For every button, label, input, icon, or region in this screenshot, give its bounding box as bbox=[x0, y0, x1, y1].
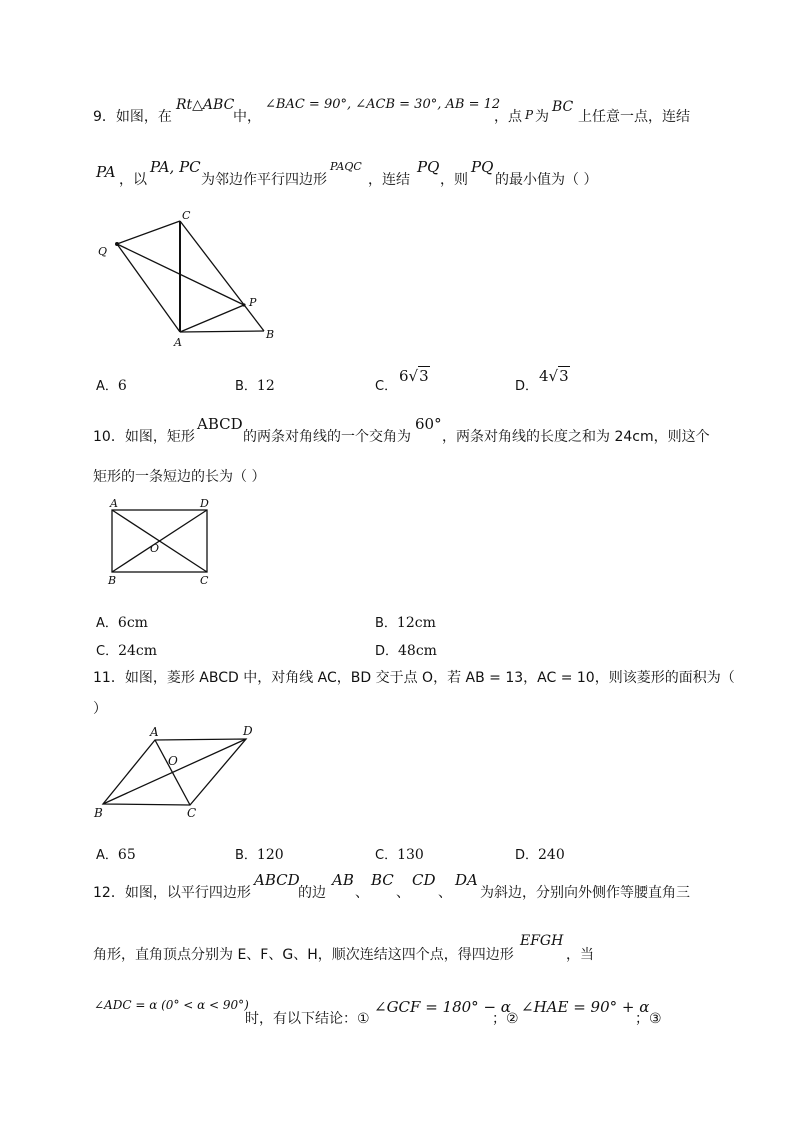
q9-text-tail: 的最小值为（ ） bbox=[495, 172, 598, 188]
q11-option-a-value: 65 bbox=[117, 847, 136, 863]
q9-text-mid8: ，则 bbox=[440, 172, 468, 188]
q9-option-b-value: 12 bbox=[256, 378, 275, 394]
q10-math-abcd: ABCD bbox=[197, 415, 243, 433]
q9-label-a: A bbox=[174, 336, 182, 349]
q12-sep5: ；③ bbox=[635, 1011, 662, 1027]
q9-math-pa: PA bbox=[96, 163, 116, 181]
q12-math-da: DA bbox=[455, 871, 478, 889]
q10-option-c[interactable] bbox=[96, 640, 157, 659]
q9-option-d-value: 4√3 bbox=[539, 367, 569, 385]
q9-math-bc: BC bbox=[552, 99, 574, 115]
q10-option-a[interactable] bbox=[96, 612, 148, 631]
q9-option-a-value: 6 bbox=[117, 378, 127, 394]
q9-text-mid4: 上任意一点，连结 bbox=[578, 109, 690, 125]
q9-prefix: 9．如图，在 bbox=[93, 109, 172, 125]
q10-math-angle: 60° bbox=[415, 415, 442, 433]
q9-option-b[interactable] bbox=[235, 375, 275, 394]
q12-line3a: 时，有以下结论：① bbox=[245, 1011, 370, 1027]
q9-math-angles: ∠BAC = 90°, ∠ACB = 30°, AB = 12 bbox=[265, 97, 501, 112]
q9-text-mid1: 中， bbox=[233, 109, 261, 125]
q10-option-a-value: 6cm bbox=[117, 615, 148, 631]
q12-tail1: 为斜边，分别向外侧作等腰直角三 bbox=[480, 885, 690, 901]
q12-math-ab: AB bbox=[332, 871, 354, 889]
q10-label-c: C bbox=[200, 574, 209, 587]
q11-option-d[interactable] bbox=[515, 844, 565, 863]
q12-sep2: 、 bbox=[396, 885, 410, 901]
q10-text-mid2: ，两条对角线的长度之和为 24cm，则这个 bbox=[442, 429, 710, 445]
q10-option-c-letter: C． bbox=[96, 644, 119, 659]
q12-sep4: ；② bbox=[492, 1011, 519, 1027]
q9-figure bbox=[90, 205, 290, 355]
q10-text-mid1: 的两条对角线的一个交角为 bbox=[243, 429, 411, 445]
q12-math-condition: ∠ADC = α (0° < α < 90°) bbox=[94, 998, 249, 1012]
q12-line2a: 角形，直角顶点分别为 E、F、G、H，顺次连结这四个点，得四边形 bbox=[93, 947, 514, 963]
q9-math-pq2: PQ bbox=[471, 158, 494, 176]
q9-text-mid5: ，以 bbox=[119, 172, 147, 188]
q11-option-a[interactable] bbox=[96, 844, 136, 863]
q9-label-q: Q bbox=[98, 245, 108, 258]
q10-option-d-letter: D． bbox=[375, 644, 399, 659]
q9-option-d-letter: D． bbox=[515, 379, 539, 394]
q9-option-c-root: 3 bbox=[419, 367, 429, 385]
q9-option-c-value: 6√3 bbox=[399, 367, 429, 385]
q9-option-c-letter: C． bbox=[375, 379, 398, 394]
q9-math-paqc: PAQC bbox=[330, 160, 362, 173]
q9-text-mid6: 为邻边作平行四边形 bbox=[201, 172, 327, 188]
q11-option-b-letter: B． bbox=[235, 848, 257, 863]
q11-label-a: A bbox=[150, 725, 159, 739]
q11-option-a-letter: A． bbox=[96, 848, 118, 863]
q11-label-b: B bbox=[94, 806, 103, 820]
q11-option-d-letter: D． bbox=[515, 848, 539, 863]
q12-math-bc: BC bbox=[371, 871, 394, 889]
q12-prefix: 12．如图，以平行四边形 bbox=[93, 885, 251, 901]
q9-option-d[interactable] bbox=[515, 367, 569, 394]
q11-option-d-value: 240 bbox=[538, 847, 565, 863]
q10-label-d: D bbox=[200, 497, 209, 510]
q10-label-o: O bbox=[150, 542, 160, 555]
q12-sep1: 、 bbox=[355, 885, 369, 901]
q10-option-b[interactable] bbox=[375, 612, 436, 631]
q9-math-p: P bbox=[525, 108, 534, 122]
q9-option-c[interactable] bbox=[375, 367, 429, 394]
q11-option-b[interactable] bbox=[235, 844, 284, 863]
q11-diagonal-bd bbox=[103, 739, 246, 804]
q11-line2: ） bbox=[93, 701, 107, 717]
q9-point-q bbox=[115, 242, 119, 246]
q9-text-mid3: 为 bbox=[535, 109, 549, 125]
q12-sep3: 、 bbox=[438, 885, 452, 901]
q9-text-mid7: ，连结 bbox=[368, 172, 410, 188]
q12-math-efgh: EFGH bbox=[520, 933, 564, 949]
q12-math-abcd: ABCD bbox=[254, 871, 300, 889]
q11-option-c-letter: C． bbox=[375, 848, 398, 863]
q11-line1: 11．如图，菱形 ABCD 中，对角线 AC，BD 交于点 O，若 AB = 13，AC = 10，则该菱形的面积为（ bbox=[93, 670, 735, 686]
q10-option-c-value: 24cm bbox=[118, 643, 158, 659]
q9-option-b-letter: B． bbox=[235, 379, 257, 394]
q11-option-b-value: 120 bbox=[256, 847, 284, 863]
q11-label-d: D bbox=[243, 724, 253, 738]
q9-option-a[interactable] bbox=[96, 375, 127, 394]
q11-option-c[interactable] bbox=[375, 844, 424, 863]
q10-option-d-value: 48cm bbox=[398, 643, 437, 659]
q10-prefix: 10．如图，矩形 bbox=[93, 429, 195, 445]
q12-math-conclusion2: ∠HAE = 90° + α bbox=[521, 998, 650, 1016]
q12-math-cd: CD bbox=[412, 871, 436, 889]
q11-figure bbox=[88, 722, 268, 822]
q9-option-d-coef: 4 bbox=[539, 367, 549, 385]
q10-option-d[interactable] bbox=[375, 640, 437, 659]
q11-label-o: O bbox=[168, 754, 178, 768]
q10-line2: 矩形的一条短边的长为（ ） bbox=[93, 469, 266, 485]
q10-option-b-value: 12cm bbox=[396, 615, 436, 631]
q9-segment-ab bbox=[180, 331, 264, 332]
q9-segment-qa bbox=[117, 244, 180, 332]
q9-segment-qc bbox=[117, 221, 180, 244]
q9-math-rt: Rt△ABC bbox=[176, 97, 235, 113]
q9-label-p: P bbox=[249, 296, 257, 309]
q12-line2b: ，当 bbox=[566, 947, 594, 963]
q9-segment-ap bbox=[180, 305, 244, 332]
q10-label-a: A bbox=[110, 497, 118, 510]
q12-math-conclusion1: ∠GCF = 180° − α bbox=[374, 998, 511, 1016]
q9-point-p bbox=[242, 303, 245, 306]
q12-text-mid1: 的边 bbox=[298, 885, 326, 901]
q9-math-pq1: PQ bbox=[417, 158, 440, 176]
q9-text-mid2: ，点 bbox=[494, 109, 522, 125]
q10-figure bbox=[100, 496, 225, 588]
q11-option-c-value: 130 bbox=[397, 847, 424, 863]
q9-option-a-letter: A． bbox=[96, 379, 118, 394]
q9-math-papc: PA, PC bbox=[150, 158, 201, 176]
q9-label-b: B bbox=[266, 328, 275, 341]
q10-label-b: B bbox=[108, 574, 117, 587]
q9-option-c-coef: 6 bbox=[399, 367, 409, 385]
q10-option-b-letter: B． bbox=[375, 616, 397, 631]
q9-option-d-root: 3 bbox=[559, 367, 569, 385]
q9-label-c: C bbox=[182, 209, 191, 222]
q10-option-a-letter: A． bbox=[96, 616, 118, 631]
q11-label-c: C bbox=[187, 806, 197, 820]
